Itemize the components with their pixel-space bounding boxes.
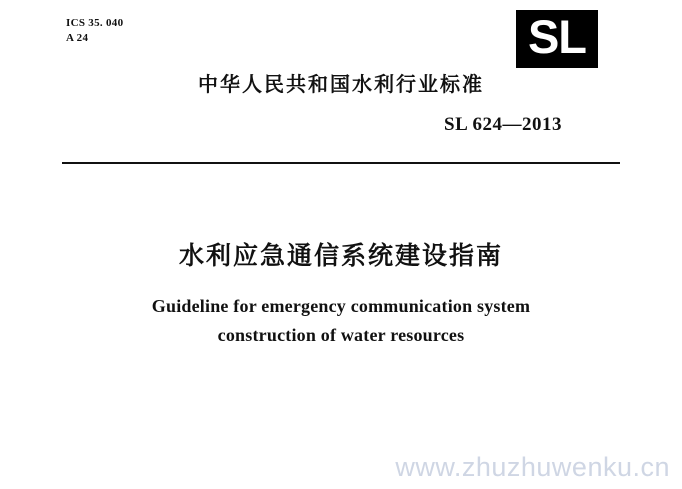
document-title-english — [0, 292, 682, 350]
watermark-text: www.zhuzhuwenku.cn — [395, 452, 670, 482]
standard-number: SL 624—2013 — [444, 114, 562, 135]
class-code: A 24 — [66, 32, 89, 44]
header-divider — [62, 162, 620, 164]
ics-code: ICS 35. 040 — [66, 17, 124, 29]
classification-codes — [66, 16, 123, 46]
sl-logo: SL — [516, 10, 598, 68]
issuing-authority-line: 中华人民共和国水利行业标准 — [198, 72, 484, 96]
title-english-line-2: construction of water resources — [217, 325, 465, 345]
document-title-chinese: 水利应急通信系统建设指南 — [178, 241, 503, 270]
title-english-line-1: Guideline for emergency communication system — [151, 296, 531, 316]
